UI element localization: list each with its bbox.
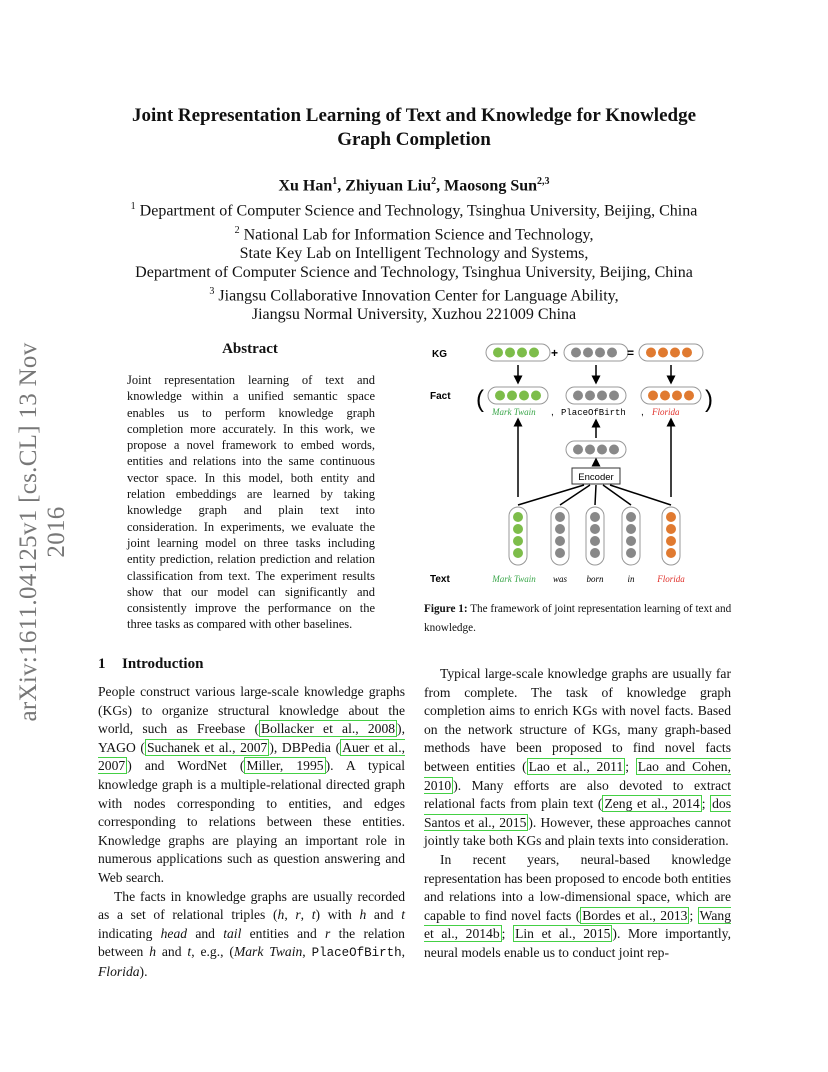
text-run: ), YAGO ( [98,721,405,755]
caption-label: Figure 1: [424,603,468,615]
text-run: ; [625,758,636,774]
fig-open-paren: ( [476,386,484,413]
citation-link[interactable]: Bordes et al., 2013 [582,907,688,923]
mono-text: PlaceOfBirth [311,946,402,961]
text-run: the relation between [98,925,405,960]
text-run: ; [689,907,698,923]
abstract-heading: Abstract [222,341,278,357]
citation-link[interactable]: Lao et al., 2011 [528,758,624,774]
paper-title [100,104,728,152]
author-2-sup: 2 [431,176,437,187]
text-run: ). More importantly, neural models enable us to conduct joint rep- [424,926,731,960]
section-heading [98,656,203,673]
text-run: , e.g., ( [191,944,234,960]
emphasis: tail [223,925,242,941]
kg-head-vector [486,344,550,361]
emphasis: Mark Twain [233,944,303,960]
text-run: ). However, these approaches cannot jointly take both KGs and plain texts into consideration. [424,814,731,849]
citation-link[interactable]: Suchanek et al., 2007 [146,739,268,755]
word-label-born: born [586,574,604,584]
word-vector-in [622,507,640,565]
math-var: t [311,907,316,923]
affil-text: National Lab for Information Science and Technology, [243,225,594,243]
fact-relation-label: PlaceOfBirth [561,408,626,418]
text-run: People construct various large-scale knowledge graphs (KGs) to organize structural knowledge about the world, such as Freebase ( [98,684,405,737]
author-2: Zhiyuan Liu [345,177,432,195]
citation-link[interactable]: Wang et al., 2014b [424,907,731,942]
math-var: r [325,925,331,941]
citation-link[interactable]: Lin et al., 2015 [515,926,611,942]
text-run: ). [139,963,148,979]
text-run: , [401,944,405,960]
text-run: , [284,907,296,923]
fig-equals: = [627,346,635,360]
affiliation-line [100,221,728,244]
text-run: ; [501,926,514,942]
sentence-vector [566,441,626,458]
math-var: t [187,944,192,960]
text-run: ) and WordNet ( [127,758,245,774]
author-names: Xu Han$^1$, Zhiyuan Liu$^2$, Maosong Sun$^{2,3}$ [278,176,550,195]
fig-label-kg: KG [432,349,447,360]
affil-text: Department of Computer Science and Technology, Tsinghua University, Beijing, China [139,202,698,220]
text-run: ). Many efforts are also devoted to extract relational facts from plain text ( [424,777,731,812]
fact-head-vector [488,387,548,404]
text-run: Typical large-scale knowledge graphs are usually far from complete. The task of knowledge graph completion aims to enrich KGs with novel facts. Based on the network structure of KGs, many graph-based methods have been proposed to find novel facts between entities ( [424,666,731,774]
title-line-2: Graph Completion [337,129,491,150]
affil-sup: 3 [209,285,215,297]
kg-relation-vector [564,344,628,361]
text-run: The facts in knowledge graphs are usually recorded as a set of relational triples ( [98,888,405,923]
caption-text: The framework of joint representation learning of text and knowledge. [424,603,732,634]
word-label-florida: Florida [657,574,685,584]
author-1-sup: 1 [332,176,338,187]
title-line-1: Joint Representation Learning of Text and Knowledge for Knowledge [131,105,697,126]
word-vector-mark-twain [509,507,527,565]
author-block [100,172,728,324]
affiliation-line [100,197,728,220]
section-number: 1 [98,656,106,672]
word-vector-florida [662,507,680,565]
affil-text: Jiangsu Collaborative Innovation Center for Language Ability, [218,287,619,305]
affil-sup: 1 [130,201,136,213]
text-run: and [155,944,188,960]
figure-caption [424,600,734,638]
text-run: ). A typical knowledge graph is a multiple-relational directed graph with nodes corresponding to entities, and edges corresponding to relations between these entities. Knowledge graphs are playing an important role in numerous applications such as question answering and Web search. [98,758,406,885]
math-var: h [149,944,156,960]
fact-comma: , [551,407,554,418]
figure-1 [420,335,740,590]
paragraph [98,888,405,982]
abstract-text: Joint representation learning of text and knowledge within a unified semantic space enables us to perform knowledge graph completion more accurately. In this work, we propose a novel framework to embed words, entities and relations into the same continuous vector space. In this model, both entity and relation embeddings are learned by taking knowledge graph and plain text into consideration. In experiments, we evaluate the joint learning model on three tasks including entity prediction, relation prediction and relation classification from text. The experiment results show that our model can significantly and consistently improve the performance on the three tasks as compared with other baselines. [127,373,375,632]
fact-relation-vector [566,387,626,404]
word-vector-born [586,507,604,565]
word-label-mark-twain: Mark Twain [492,574,536,584]
citation-link[interactable]: Zeng et al., 2014 [604,796,700,812]
math-var: r [295,907,301,923]
math-var: h [277,907,285,923]
emphasis: Florida [98,963,140,979]
emphasis: head [160,925,188,941]
encoder-label: Encoder [578,472,614,483]
text-run: indicating [98,925,161,941]
citation-link[interactable]: Lao and Cohen, 2010 [424,758,731,793]
fig-label-fact: Fact [430,391,451,402]
fig-label-text: Text [430,574,450,585]
fact-tail-label: Florida [652,407,680,417]
citation-link[interactable]: dos Santos et al., 2015 [424,796,731,830]
text-run: , [302,944,312,960]
math-var: t [401,907,405,923]
text-run: , [300,907,312,923]
text-run: ) with [315,907,360,923]
affiliation-line: Department of Computer Science and Technology, Tsinghua University, Beijing, China [135,263,693,281]
text-run: and [187,925,224,941]
fact-comma: , [641,407,644,418]
math-var: h [359,907,367,923]
author-3: Maosong Sun [444,177,538,195]
kg-tail-vector [639,344,703,361]
fact-tail-vector [641,387,701,404]
fig-close-paren: ) [705,386,713,413]
fig-plus: + [551,346,559,360]
citation-link[interactable]: Miller, 1995 [246,758,324,774]
citation-link[interactable]: Bollacker et al., 2008 [261,721,396,737]
right-column [424,665,731,963]
affil-sup: 2 [234,224,240,236]
text-run: entities and [241,925,326,941]
citation-link[interactable]: Auer et al., 2007 [98,739,406,774]
left-column [98,683,405,982]
author-3-sup: 2,3 [537,176,550,187]
paragraph [424,665,731,851]
text-run: ; [701,796,711,812]
text-run: In recent years, neural-based knowledge representation has been proposed to encode both entities and relations into a low-dimensional space, which are capable to find novel facts ( [424,851,731,923]
text-run: ), DBPedia ( [269,739,341,755]
word-label-was: was [552,574,568,584]
word-vector-was [551,507,569,565]
author-1: Xu Han [278,177,333,195]
paragraph [424,851,731,963]
word-label-in: in [627,574,635,584]
fact-head-label: Mark Twain [492,407,536,417]
affiliation-line: State Key Lab on Intelligent Technology and Systems, [239,244,589,262]
text-run: and [366,907,402,923]
section-title: Introduction [122,656,204,672]
paragraph [98,683,405,888]
affiliation-line [100,282,728,305]
arxiv-stamp: arXiv:1611.04125v1 [cs.CL] 13 Nov 2016 [15,342,70,722]
affiliation-line: Jiangsu Normal University, Xuzhou 221009 China [251,306,577,324]
